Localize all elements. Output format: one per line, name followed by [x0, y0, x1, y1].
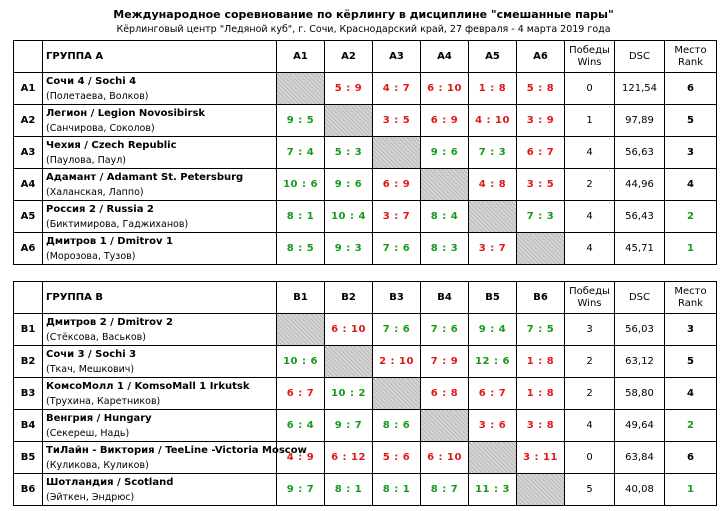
score-cell: 1 : 8: [469, 73, 517, 105]
dsc-value: 49,64: [615, 410, 665, 442]
team-id: A6: [14, 233, 43, 265]
team-row: [14, 233, 717, 265]
score-cell: 4 : 10: [469, 105, 517, 137]
score-cell: 3 : 7: [469, 233, 517, 265]
page-title: Международное соревнование по кёрлингу в дисциплине "смешанные пары": [113, 8, 614, 21]
wins-value: 4: [565, 410, 615, 442]
opponent-column-header: A3: [373, 41, 421, 73]
score-cell: 7 : 6: [373, 314, 421, 346]
score-cell: 8 : 7: [421, 474, 469, 506]
score-cell: 6 : 9: [373, 169, 421, 201]
rank-value: 1: [665, 474, 717, 506]
score-cell: 6 : 9: [421, 105, 469, 137]
team-row: [14, 378, 717, 410]
team-id: A2: [14, 105, 43, 137]
team-cell: [43, 410, 277, 442]
team-name: Россия 2 / Russia 2: [46, 203, 154, 215]
opponent-column-header: A6: [517, 41, 565, 73]
team-cell: [43, 474, 277, 506]
score-cell: 7 : 3: [469, 137, 517, 169]
team-cell: [43, 73, 277, 105]
opponent-column-header: B6: [517, 282, 565, 314]
score-cell: 4 : 9: [277, 442, 325, 474]
score-cell: 7 : 9: [421, 346, 469, 378]
score-cell: 6 : 7: [469, 378, 517, 410]
score-cell: 1 : 8: [517, 378, 565, 410]
self-match-cell: [277, 314, 325, 346]
score-cell: 5 : 9: [325, 73, 373, 105]
rank-value: 6: [665, 73, 717, 105]
team-row: [14, 73, 717, 105]
group-title: ГРУППА В: [43, 282, 277, 314]
score-cell: 6 : 10: [421, 73, 469, 105]
team-name: Венгрия / Hungary: [46, 412, 152, 424]
wins-header-en: Wins: [577, 297, 602, 309]
score-cell: 1 : 8: [517, 346, 565, 378]
page-subtitle: Кёрлинговый центр "Ледяной куб", г. Сочи, Краснодарский край, 27 февраля - 4 марта 2019 года: [116, 24, 611, 35]
rank-header: [665, 282, 717, 314]
wins-value: 4: [565, 137, 615, 169]
score-cell: 5 : 8: [517, 73, 565, 105]
dsc-value: 45,71: [615, 233, 665, 265]
self-match-cell: [325, 346, 373, 378]
dsc-value: 56,43: [615, 201, 665, 233]
team-name: КомсоМолл 1 / KomsoMall 1 Irkutsk: [46, 380, 250, 392]
rank-value: 5: [665, 346, 717, 378]
team-id: A4: [14, 169, 43, 201]
rank-value: 2: [665, 410, 717, 442]
score-cell: 3 : 9: [517, 105, 565, 137]
opponent-column-header: B5: [469, 282, 517, 314]
team-id: B6: [14, 474, 43, 506]
team-name: Сочи 3 / Sochi 3: [46, 348, 137, 360]
team-name: ТиЛайн - Виктория / TeeLine -Victoria Moscow: [46, 444, 307, 456]
score-cell: 6 : 7: [277, 378, 325, 410]
team-row: [14, 105, 717, 137]
wins-value: 5: [565, 474, 615, 506]
wins-value: 4: [565, 201, 615, 233]
team-row: [14, 137, 717, 169]
score-cell: 8 : 4: [421, 201, 469, 233]
team-row: [14, 201, 717, 233]
self-match-cell: [373, 137, 421, 169]
score-cell: 10 : 6: [277, 169, 325, 201]
score-cell: 5 : 3: [325, 137, 373, 169]
score-cell: 5 : 6: [373, 442, 421, 474]
wins-value: 3: [565, 314, 615, 346]
rank-header-en: Rank: [678, 56, 703, 68]
team-players: (Халанская, Лаппо): [46, 186, 144, 198]
score-cell: 3 : 5: [373, 105, 421, 137]
score-cell: 7 : 6: [421, 314, 469, 346]
score-cell: 7 : 5: [517, 314, 565, 346]
opponent-column-header: A5: [469, 41, 517, 73]
score-cell: 8 : 1: [373, 474, 421, 506]
wins-value: 0: [565, 442, 615, 474]
dsc-value: 63,84: [615, 442, 665, 474]
score-cell: 7 : 3: [517, 201, 565, 233]
dsc-header: DSC: [615, 41, 665, 73]
group-header-row: [14, 41, 717, 73]
score-cell: 6 : 10: [421, 442, 469, 474]
score-cell: 9 : 4: [469, 314, 517, 346]
wins-value: 2: [565, 378, 615, 410]
score-cell: 6 : 7: [517, 137, 565, 169]
rank-value: 6: [665, 442, 717, 474]
rank-value: 3: [665, 314, 717, 346]
score-cell: 9 : 3: [325, 233, 373, 265]
wins-value: 2: [565, 169, 615, 201]
team-row: [14, 314, 717, 346]
score-cell: 9 : 6: [421, 137, 469, 169]
team-name: Дмитров 2 / Dmitrov 2: [46, 316, 173, 328]
team-players: (Куликова, Куликов): [46, 459, 149, 471]
team-name: Чехия / Czech Republic: [46, 139, 177, 151]
team-name: Дмитров 1 / Dmitrov 1: [46, 235, 173, 247]
opponent-column-header: A4: [421, 41, 469, 73]
score-cell: 8 : 1: [277, 201, 325, 233]
team-players: (Морозова, Тузов): [46, 250, 136, 262]
score-cell: 3 : 11: [517, 442, 565, 474]
group-a-table: [13, 40, 717, 265]
score-cell: 9 : 6: [325, 169, 373, 201]
score-cell: 3 : 8: [517, 410, 565, 442]
team-cell: [43, 346, 277, 378]
score-cell: 3 : 5: [517, 169, 565, 201]
rank-value: 3: [665, 137, 717, 169]
team-id: B5: [14, 442, 43, 474]
team-players: (Санчирова, Соколов): [46, 122, 155, 134]
team-name: Легион / Legion Novosibirsk: [46, 107, 206, 119]
rank-header-ru: Место: [674, 285, 707, 297]
score-cell: 8 : 6: [373, 410, 421, 442]
team-id: A1: [14, 73, 43, 105]
team-row: [14, 169, 717, 201]
wins-header-ru: Победы: [569, 285, 610, 297]
rank-value: 5: [665, 105, 717, 137]
score-cell: 8 : 1: [325, 474, 373, 506]
score-cell: 6 : 10: [325, 314, 373, 346]
team-id: B2: [14, 346, 43, 378]
team-players: (Ткач, Мешкович): [46, 363, 135, 375]
team-cell: [43, 201, 277, 233]
opponent-column-header: A1: [277, 41, 325, 73]
team-players: (Биктимирова, Гаджиханов): [46, 218, 189, 230]
team-players: (Паулова, Паул): [46, 154, 127, 166]
score-cell: 9 : 7: [277, 474, 325, 506]
score-cell: 11 : 3: [469, 474, 517, 506]
opponent-column-header: B2: [325, 282, 373, 314]
score-cell: 6 : 12: [325, 442, 373, 474]
wins-header: [565, 282, 615, 314]
self-match-cell: [517, 474, 565, 506]
dsc-value: 44,96: [615, 169, 665, 201]
dsc-value: 40,08: [615, 474, 665, 506]
rank-value: 1: [665, 233, 717, 265]
team-cell: [43, 233, 277, 265]
score-cell: 8 : 5: [277, 233, 325, 265]
opponent-column-header: B1: [277, 282, 325, 314]
dsc-header: DSC: [615, 282, 665, 314]
team-name: Адамант / Adamant St. Petersburg: [46, 171, 244, 183]
self-match-cell: [421, 169, 469, 201]
score-cell: 7 : 4: [277, 137, 325, 169]
team-players: (Полетаева, Волков): [46, 90, 149, 102]
rank-header-ru: Место: [674, 44, 707, 56]
dsc-value: 56,63: [615, 137, 665, 169]
team-row: [14, 346, 717, 378]
wins-value: 4: [565, 233, 615, 265]
team-cell: [43, 169, 277, 201]
score-cell: 8 : 3: [421, 233, 469, 265]
team-name: Шотландия / Scotland: [46, 476, 174, 488]
wins-header-ru: Победы: [569, 44, 610, 56]
rank-header: [665, 41, 717, 73]
team-players: (Секереш, Надь): [46, 427, 130, 439]
score-cell: 6 : 4: [277, 410, 325, 442]
group-header-row: [14, 282, 717, 314]
self-match-cell: [517, 233, 565, 265]
rank-value: 4: [665, 378, 717, 410]
dsc-value: 97,89: [615, 105, 665, 137]
score-cell: 3 : 6: [469, 410, 517, 442]
team-row: [14, 442, 717, 474]
team-id: B3: [14, 378, 43, 410]
team-cell: [43, 314, 277, 346]
self-match-cell: [469, 442, 517, 474]
team-row: [14, 410, 717, 442]
corner-cell: [14, 41, 43, 73]
score-cell: 10 : 6: [277, 346, 325, 378]
opponent-column-header: A2: [325, 41, 373, 73]
self-match-cell: [421, 410, 469, 442]
score-cell: 2 : 10: [373, 346, 421, 378]
team-id: A3: [14, 137, 43, 169]
score-cell: 10 : 2: [325, 378, 373, 410]
rank-value: 2: [665, 201, 717, 233]
team-id: B1: [14, 314, 43, 346]
team-cell: [43, 378, 277, 410]
dsc-value: 63,12: [615, 346, 665, 378]
score-cell: 6 : 8: [421, 378, 469, 410]
group-b-table: [13, 281, 717, 506]
wins-header-en: Wins: [577, 56, 602, 68]
wins-value: 0: [565, 73, 615, 105]
score-cell: 4 : 8: [469, 169, 517, 201]
opponent-column-header: B3: [373, 282, 421, 314]
dsc-value: 56,03: [615, 314, 665, 346]
score-cell: 12 : 6: [469, 346, 517, 378]
team-players: (Эйткен, Эндрюс): [46, 491, 135, 503]
team-players: (Трухина, Каретников): [46, 395, 161, 407]
rank-value: 4: [665, 169, 717, 201]
score-cell: 9 : 7: [325, 410, 373, 442]
score-cell: 3 : 7: [373, 201, 421, 233]
self-match-cell: [373, 378, 421, 410]
self-match-cell: [325, 105, 373, 137]
dsc-value: 58,80: [615, 378, 665, 410]
score-cell: 9 : 5: [277, 105, 325, 137]
team-id: B4: [14, 410, 43, 442]
self-match-cell: [277, 73, 325, 105]
wins-value: 2: [565, 346, 615, 378]
score-cell: 7 : 6: [373, 233, 421, 265]
corner-cell: [14, 282, 43, 314]
wins-header: [565, 41, 615, 73]
group-title: ГРУППА А: [43, 41, 277, 73]
score-cell: 4 : 7: [373, 73, 421, 105]
team-name: Сочи 4 / Sochi 4: [46, 75, 137, 87]
team-players: (Стёксова, Васьков): [46, 331, 146, 343]
team-row: [14, 474, 717, 506]
rank-header-en: Rank: [678, 297, 703, 309]
team-id: A5: [14, 201, 43, 233]
dsc-value: 121,54: [615, 73, 665, 105]
opponent-column-header: B4: [421, 282, 469, 314]
score-cell: 10 : 4: [325, 201, 373, 233]
self-match-cell: [469, 201, 517, 233]
team-cell: [43, 137, 277, 169]
team-cell: [43, 105, 277, 137]
wins-value: 1: [565, 105, 615, 137]
